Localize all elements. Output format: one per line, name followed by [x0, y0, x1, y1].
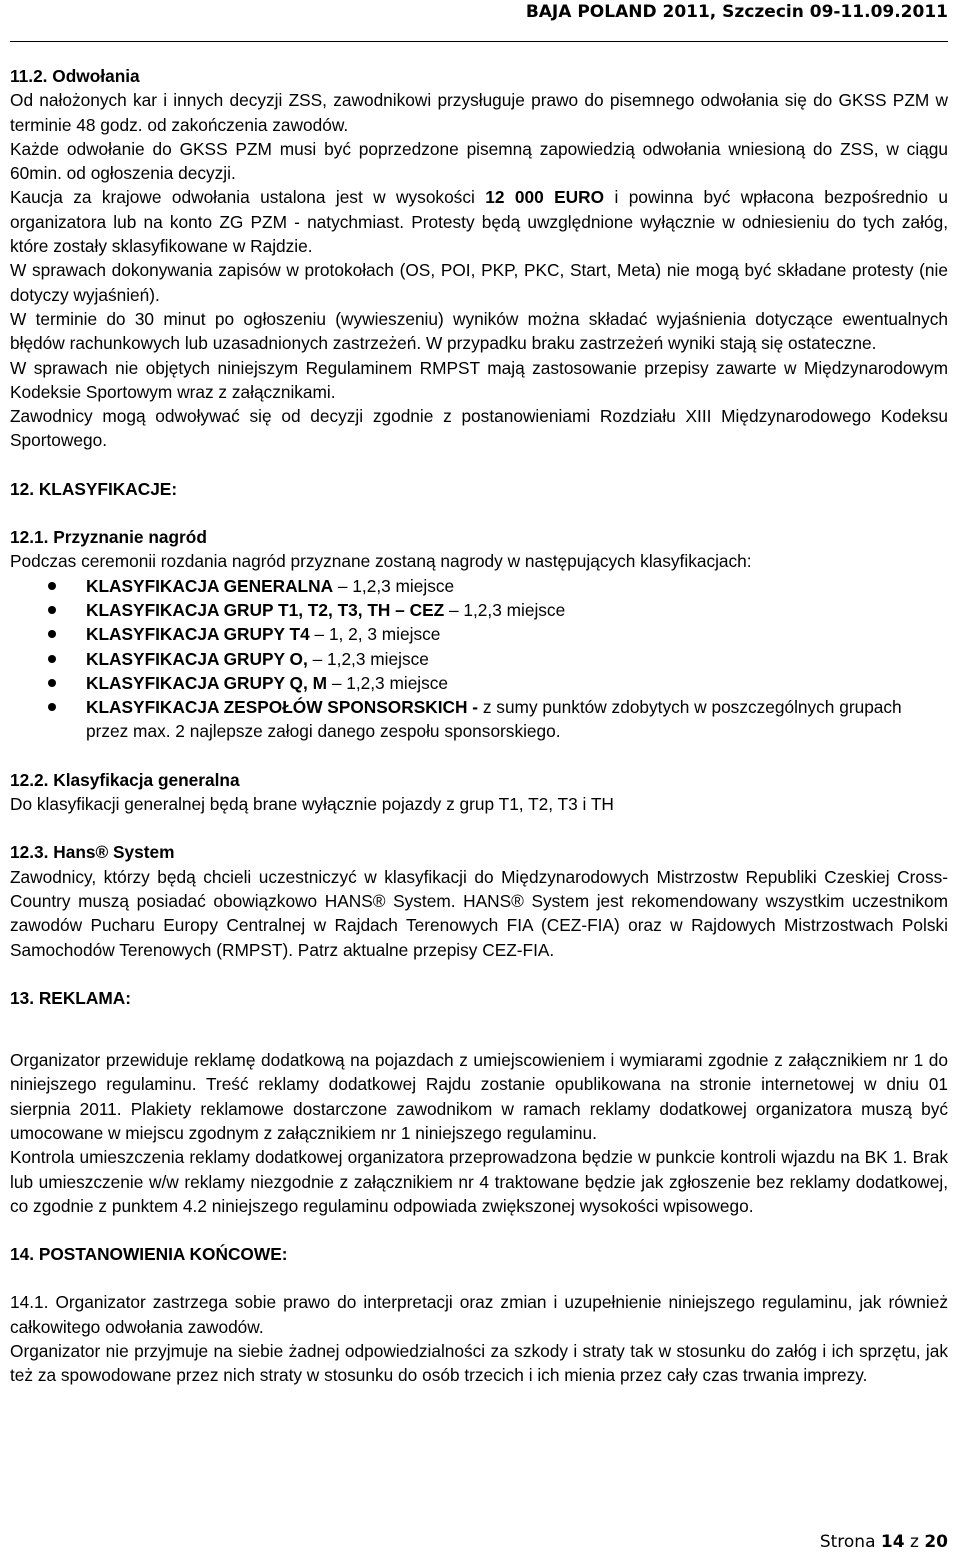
section-12-1-heading: 12.1. Przyznanie nagród	[10, 527, 207, 548]
header-title: BAJA POLAND 2011, Szczecin 09-11.09.2011	[525, 2, 948, 22]
bullet-icon	[48, 655, 56, 663]
item-rest: z sumy punktów zdobytych w poszczególnych grupach przez max. 2 najlepsze załogi danego zespołu sponsorskiego.	[86, 697, 902, 742]
spacer	[10, 1010, 948, 1034]
page-footer	[820, 1530, 948, 1554]
item-rest: – 1,2,3 miejsce	[444, 599, 566, 620]
paragraph: Zawodnicy, którzy będą chcieli uczestniczyć w klasyfikacji do Międzynarodowych Mistrzostw Republiki Czeskiej Cross-Country muszą posiadać obowiązkowo HANS® System. HANS® System jest rekomendowany wszystkim uczestnikom zawodów Pucharu Europy Centralnej w Rajdach Terenowych FIA (CEZ-FIA) oraz w Rajdowych Mistrzostwach Polski Samochodów Terenowych (RMPST). Patrz aktualne przepisy CEZ-FIA.	[10, 866, 948, 960]
document-body	[10, 64, 948, 1388]
bullet-icon	[48, 703, 56, 711]
paragraph: W terminie do 30 minut po ogłoszeniu (wywieszeniu) wyników można składać wyjaśnienia dotyczące ewentualnych błędów rachunkowych lub uzasadnionych zastrzeżeń. W przypadku braku zastrzeżeń wyniki stają się ostateczne.	[10, 308, 948, 354]
paragraph: Podczas ceremonii rozdania nagród przyznane zostaną nagrody w następujących klasyfikacjach:	[10, 551, 752, 572]
section-12-2-heading: 12.2. Klasyfikacja generalna	[10, 769, 240, 790]
classification-list	[10, 574, 948, 744]
paragraph: Kontrola umieszczenia reklamy dodatkowej organizatora przeprowadzona będzie w punkcie kontroli wjazdu na BK 1. Brak lub umieszczenie w/w reklamy niezgodnie z załącznikiem nr 4 traktowane będzie jak zgłoszenie bez reklamy dodatkowej, co zgodnie z punktem 4.2 niniejszego regulaminu odpowiada zwiększonej wysokości wpisowego.	[10, 1147, 948, 1216]
section-12-heading: 12. KLASYFIKACJE:	[10, 478, 178, 499]
section-12-3-heading: 12.3. Hans® System	[10, 842, 175, 863]
item-bold: KLASYFIKACJA ZESPOŁÓW SPONSORSKICH -	[86, 697, 479, 718]
item-bold: KLASYFIKACJA GRUPY O,	[86, 648, 308, 669]
spacer	[10, 962, 948, 986]
list-item	[10, 598, 948, 622]
spacer	[10, 744, 948, 768]
paragraph: Organizator nie przyjmuje na siebie żadnej odpowiedzialności za szkody i straty tak w stosunku do załóg i ich sprzętu, jak też za spowodowane przez nich straty w stosunku do osób trzecich i ich mienia przez cały czas trwania imprezy.	[10, 1341, 948, 1386]
paragraph	[10, 185, 948, 258]
footer-page-total: 20	[924, 1532, 948, 1552]
spacer	[10, 1034, 948, 1048]
bail-amount: 12 000 EURO	[485, 187, 605, 208]
section-14-heading: 14. POSTANOWIENIA KOŃCOWE:	[10, 1244, 288, 1265]
footer-label: Strona	[819, 1532, 876, 1552]
paragraph: Zawodnicy mogą odwoływać się od decyzji zgodnie z postanowieniami Rozdziału XIII Międzynarodowego Kodeksu Sportowego.	[10, 406, 948, 451]
paragraph: Do klasyfikacji generalnej będą brane wyłącznie pojazdy z grup T1, T2, T3 i TH	[10, 794, 614, 815]
item-rest: – 1, 2, 3 miejsce	[309, 624, 441, 645]
paragraph: Od nałożonych kar i innych decyzji ZSS, zawodnikowi przysługuje prawo do pisemnego odwołania się do GKSS PZM w terminie 48 godz. od zakończenia zawodów.	[10, 90, 948, 135]
footer-page-number: 14	[880, 1532, 905, 1552]
list-item	[10, 671, 948, 695]
header-divider	[10, 41, 948, 42]
spacer	[10, 816, 948, 840]
section-13-heading: 13. REKLAMA:	[10, 987, 131, 1008]
list-item	[10, 647, 948, 671]
list-item	[10, 574, 948, 598]
bullet-icon	[48, 630, 56, 638]
page-header	[0, 0, 948, 24]
text-run: Kaucja za krajowe odwołania ustalona jest w wysokości	[10, 187, 486, 208]
item-rest: – 1,2,3 miejsce	[333, 575, 455, 596]
item-bold: KLASYFIKACJA GENERALNA	[86, 575, 334, 596]
list-item	[10, 622, 948, 646]
section-11-2-heading: 11.2. Odwołania	[10, 66, 140, 86]
bullet-icon	[48, 582, 56, 590]
paragraph: Każde odwołanie do GKSS PZM musi być poprzedzone pisemną zapowiedzią odwołania wniesioną do ZSS, w ciągu 60min. od ogłoszenia decyzji.	[10, 138, 948, 184]
bullet-icon	[48, 679, 56, 687]
paragraph: W sprawach nie objętych niniejszym Regulaminem RMPST mają zastosowanie przepisy zawarte w Międzynarodowym Kodeksie Sportowym wraz z załącznikami.	[10, 357, 948, 402]
spacer	[10, 501, 948, 525]
paragraph: W sprawach dokonywania zapisów w protokołach (OS, POI, PKP, PKC, Start, Meta) nie mogą być składane protesty (nie dotyczy wyjaśnień).	[10, 260, 948, 305]
item-rest: – 1,2,3 miejsce	[327, 672, 449, 693]
paragraph: Organizator przewiduje reklamę dodatkową na pojazdach z umiejscowieniem i wymiarami zgodnie z załącznikiem nr 1 do niniejszego regulaminu. Treść reklamy dodatkowej Rajdu zostanie opublikowana na stronie internetowej w dniu 01 sierpnia 2011. Plakiety reklamowe dostarczone zawodnikom w ramach reklamy dodatkowej organizatora muszą być umocowane w miejscu zgodnym z załącznikiem nr 1 niniejszego regulaminu.	[10, 1050, 948, 1143]
text-run: i powinna być wpłacona bezpośrednio u organizatora lub na konto ZG PZM - natychmiast. Protesty będą uwzględnione wyłącznie w odniesieniu do tych załóg, które zostały sklasyfikowane w Rajdzie.	[10, 187, 948, 257]
spacer	[10, 1218, 948, 1242]
item-bold: KLASYFIKACJA GRUPY T4	[86, 624, 310, 645]
item-bold: KLASYFIKACJA GRUP T1, T2, T3, TH – CEZ	[86, 599, 445, 620]
footer-of: z	[909, 1532, 919, 1552]
paragraph: 14.1. Organizator zastrzega sobie prawo do interpretacji oraz zmian i uzupełnienie niniejszego regulaminu, jak również całkowitego odwołania zawodów.	[10, 1292, 948, 1337]
item-bold: KLASYFIKACJA GRUPY Q, M	[86, 672, 328, 693]
spacer	[10, 453, 948, 477]
spacer	[10, 1266, 948, 1290]
list-item	[10, 695, 948, 744]
bullet-icon	[48, 606, 56, 614]
item-rest: – 1,2,3 miejsce	[307, 648, 429, 669]
